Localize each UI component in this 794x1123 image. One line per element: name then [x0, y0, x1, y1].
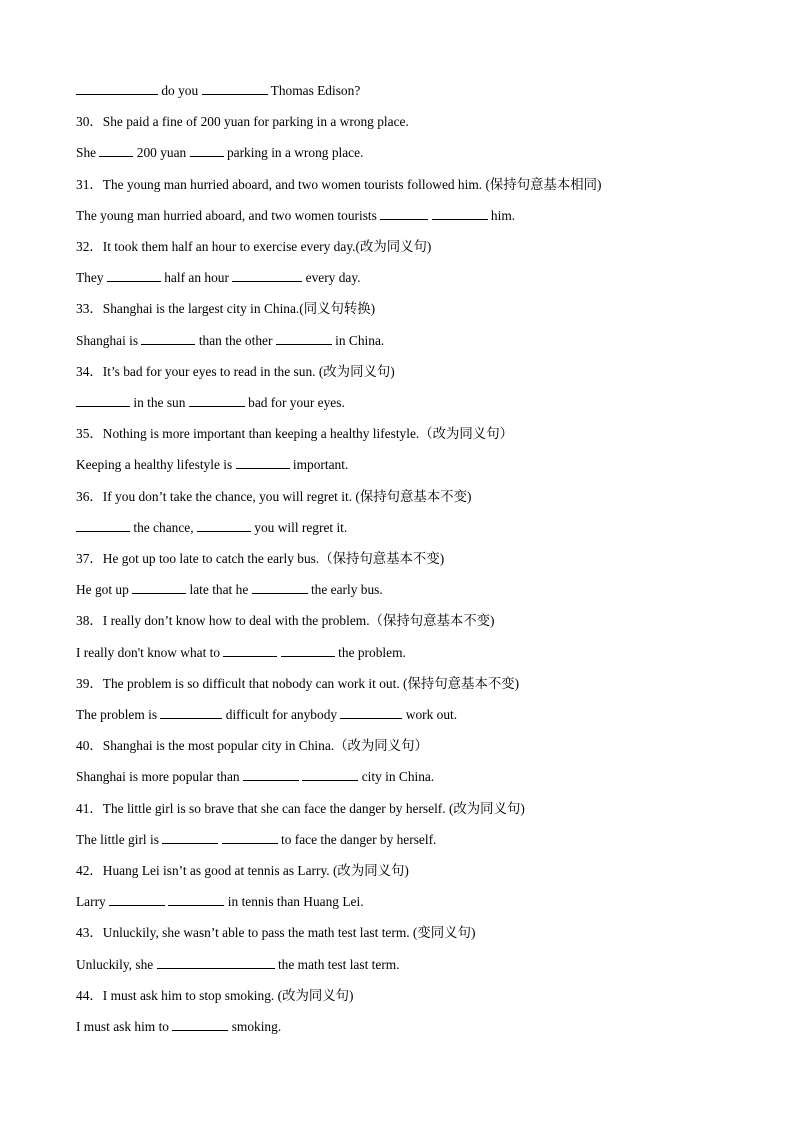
answer-line — [76, 830, 736, 850]
line-text: She — [76, 145, 100, 160]
line-text: They — [76, 270, 107, 285]
question-line — [76, 611, 736, 631]
answer-line — [76, 268, 736, 288]
fill-in-blank[interactable] — [162, 830, 218, 844]
answer-line — [76, 955, 736, 975]
fill-in-blank[interactable] — [190, 143, 224, 157]
line-text: him. — [487, 208, 516, 223]
fill-in-blank[interactable] — [132, 580, 186, 594]
line-text: half an hour — [160, 270, 233, 285]
line-text: 33．Shanghai is the largest city in China.(同义句转换) — [76, 301, 376, 316]
answer-line — [76, 518, 736, 538]
line-text: Larry — [76, 894, 110, 909]
line-text: 31．The young man hurried aboard, and two women tourists followed him. (保持句意基本相同) — [76, 177, 602, 192]
line-text: in the sun — [130, 395, 189, 410]
fill-in-blank[interactable] — [172, 1017, 228, 1031]
question-line — [76, 799, 736, 819]
line-text: late that he — [186, 582, 252, 597]
line-text: 42．Huang Lei isn’t as good at tennis as Larry. (改为同义句) — [76, 863, 409, 878]
line-text: difficult for anybody — [222, 707, 341, 722]
line-text: The young man hurried aboard, and two women tourists — [76, 208, 381, 223]
fill-in-blank[interactable] — [168, 892, 224, 906]
fill-in-blank[interactable] — [252, 580, 308, 594]
line-text: Shanghai is more popular than — [76, 769, 243, 784]
line-text: 38．I really don’t know how to deal with the problem.（保持句意基本不变) — [76, 613, 495, 628]
fill-in-blank[interactable] — [236, 455, 290, 469]
line-text: to face the danger by herself. — [277, 832, 437, 847]
question-line — [76, 861, 736, 881]
fill-in-blank[interactable] — [281, 643, 335, 657]
answer-line — [76, 393, 736, 413]
line-text: Thomas Edison? — [267, 83, 361, 98]
fill-in-blank[interactable] — [99, 143, 133, 157]
line-text: do you — [158, 83, 202, 98]
line-text: city in China. — [358, 769, 435, 784]
fill-in-blank[interactable] — [76, 518, 130, 532]
fill-in-blank[interactable] — [232, 268, 302, 282]
fill-in-blank[interactable] — [189, 393, 245, 407]
fill-in-blank[interactable] — [432, 206, 488, 220]
line-text: 39．The problem is so difficult that nobody can work it out. (保持句意基本不变) — [76, 676, 520, 691]
question-line — [76, 237, 736, 257]
question-line — [76, 362, 736, 382]
fill-in-blank[interactable] — [157, 955, 275, 969]
fill-in-blank[interactable] — [243, 767, 299, 781]
answer-line — [76, 580, 736, 600]
line-text: 35．Nothing is more important than keeping a healthy lifestyle.（改为同义句） — [76, 426, 513, 441]
line-text: the math test last term. — [274, 957, 400, 972]
fill-in-blank[interactable] — [197, 518, 251, 532]
answer-line — [76, 455, 736, 475]
answer-line — [76, 143, 736, 163]
line-text: 41．The little girl is so brave that she can face the danger by herself. (改为同义句) — [76, 801, 525, 816]
answer-line — [76, 767, 736, 787]
line-text: 36．If you don’t take the chance, you will regret it. (保持句意基本不变) — [76, 489, 472, 504]
answer-line — [76, 81, 736, 101]
fill-in-blank[interactable] — [276, 331, 332, 345]
question-line — [76, 175, 736, 195]
line-text: 200 yuan — [133, 145, 190, 160]
fill-in-blank[interactable] — [302, 767, 358, 781]
line-text: 44．I must ask him to stop smoking. (改为同义句) — [76, 988, 354, 1003]
line-text: The problem is — [76, 707, 161, 722]
fill-in-blank[interactable] — [107, 268, 161, 282]
line-text: every day. — [302, 270, 361, 285]
line-text: the problem. — [334, 645, 406, 660]
line-text: 40．Shanghai is the most popular city in China.（改为同义句） — [76, 738, 428, 753]
answer-line — [76, 331, 736, 351]
question-line — [76, 736, 736, 756]
question-line — [76, 424, 736, 444]
line-text: 43．Unluckily, she wasn’t able to pass the math test last term. (变同义句) — [76, 925, 476, 940]
fill-in-blank[interactable] — [76, 393, 130, 407]
line-text: 37．He got up too late to catch the early bus.（保持句意基本不变) — [76, 551, 445, 566]
answer-line — [76, 705, 736, 725]
question-line — [76, 487, 736, 507]
question-line — [76, 923, 736, 943]
answer-line — [76, 206, 736, 226]
line-text: in China. — [331, 333, 385, 348]
fill-in-blank[interactable] — [141, 331, 195, 345]
answer-line — [76, 643, 736, 663]
question-line — [76, 986, 736, 1006]
answer-line — [76, 1017, 736, 1037]
line-text: 32．It took them half an hour to exercise every day.(改为同义句) — [76, 239, 432, 254]
line-text: work out. — [402, 707, 458, 722]
line-text: bad for your eyes. — [244, 395, 345, 410]
line-text: I must ask him to — [76, 1019, 173, 1034]
line-text: Unluckily, she — [76, 957, 157, 972]
fill-in-blank[interactable] — [109, 892, 165, 906]
line-text: Shanghai is — [76, 333, 142, 348]
fill-in-blank[interactable] — [160, 705, 222, 719]
line-text: I really don't know what to — [76, 645, 224, 660]
fill-in-blank[interactable] — [380, 206, 428, 220]
line-text: the chance, — [130, 520, 197, 535]
question-line — [76, 299, 736, 319]
fill-in-blank[interactable] — [76, 81, 158, 95]
line-text: 34．It’s bad for your eyes to read in the sun. (改为同义句) — [76, 364, 395, 379]
fill-in-blank[interactable] — [222, 830, 278, 844]
question-line — [76, 549, 736, 569]
line-text: smoking. — [228, 1019, 282, 1034]
question-line — [76, 112, 736, 132]
line-text: 30．She paid a fine of 200 yuan for parking in a wrong place. — [76, 114, 409, 129]
line-text: than the other — [195, 333, 276, 348]
line-text: parking in a wrong place. — [223, 145, 364, 160]
line-text: you will regret it. — [250, 520, 348, 535]
fill-in-blank[interactable] — [223, 643, 277, 657]
line-text: the early bus. — [307, 582, 383, 597]
line-text: He got up — [76, 582, 133, 597]
line-text: The little girl is — [76, 832, 163, 847]
line-text: important. — [289, 457, 349, 472]
line-text: in tennis than Huang Lei. — [224, 894, 364, 909]
fill-in-blank[interactable] — [202, 81, 268, 95]
line-text: Keeping a healthy lifestyle is — [76, 457, 236, 472]
answer-line — [76, 892, 736, 912]
fill-in-blank[interactable] — [340, 705, 402, 719]
question-line — [76, 674, 736, 694]
